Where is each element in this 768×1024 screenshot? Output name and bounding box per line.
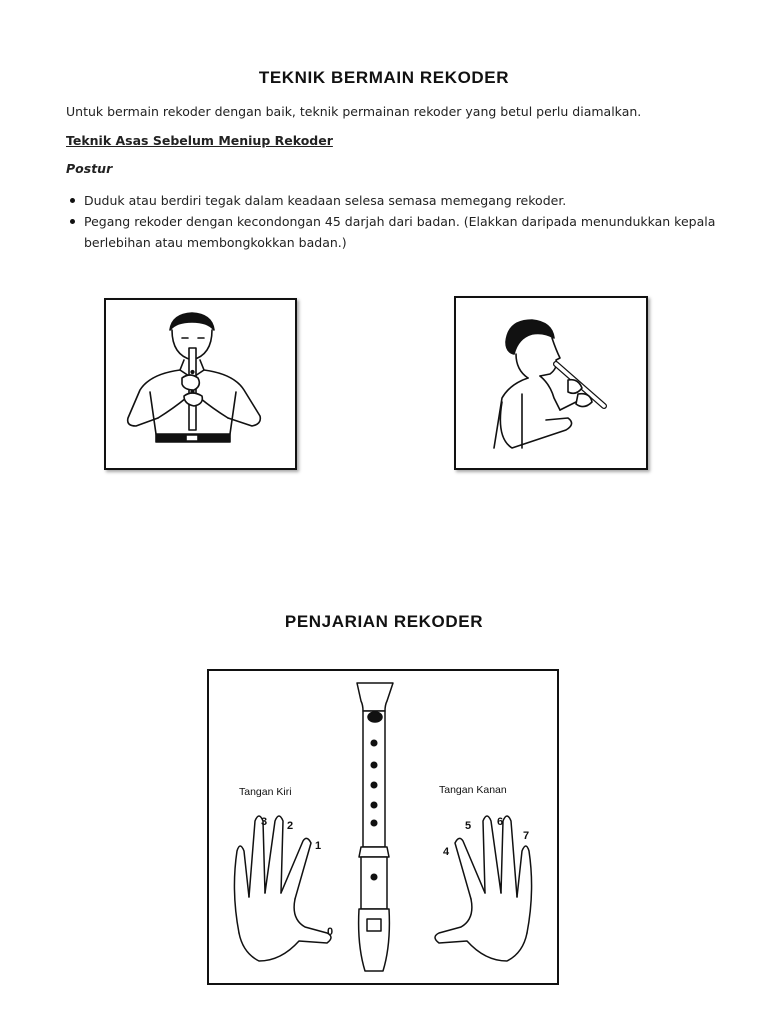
finger-number: 5 [465, 820, 472, 832]
left-hand-label: Tangan Kiri [239, 786, 292, 798]
finger-number: 4 [443, 846, 450, 858]
intro-paragraph: Untuk bermain rekoder dengan baik, teknik permainan rekoder yang betul perlu diamalkan. [66, 104, 642, 119]
postur-label: Postur [66, 161, 113, 176]
finger-number: 7 [523, 830, 530, 842]
finger-number: 2 [287, 820, 294, 832]
finger-number: 6 [497, 816, 504, 828]
front-posture-image [104, 298, 297, 470]
subheading: Teknik Asas Sebelum Meniup Rekoder [66, 133, 333, 148]
section-title: PENJARIAN REKODER [284, 612, 484, 631]
right-hand-label: Tangan Kanan [439, 784, 507, 796]
side-posture-image [454, 296, 648, 470]
list-item: Duduk atau berdiri tegak dalam keadaan selesa semasa memegang rekoder. [66, 190, 716, 211]
side-player-illustration [456, 298, 646, 468]
finger-number: 1 [315, 840, 322, 852]
posture-list [66, 190, 716, 253]
finger-number: 3 [261, 816, 268, 828]
list-item: Pegang rekoder dengan kecondongan 45 darjah dari badan. (Elakkan daripada menundukkan kepala berlebihan atau membongkokkan badan.) [66, 211, 716, 253]
finger-number: 0 [327, 926, 334, 938]
fingering-illustration [209, 671, 557, 983]
fingering-diagram [207, 669, 559, 985]
front-player-illustration [106, 300, 295, 468]
page-title: TEKNIK BERMAIN REKODER [258, 68, 510, 87]
